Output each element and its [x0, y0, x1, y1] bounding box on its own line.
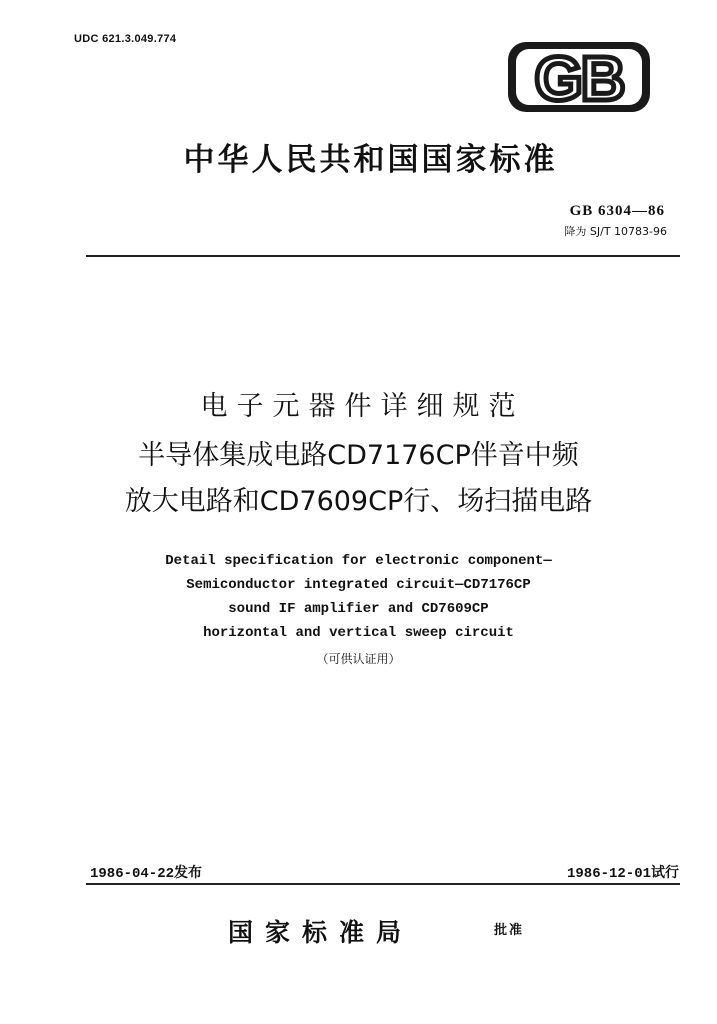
organization-title: 中华人民共和国国家标准 — [183, 142, 558, 178]
implementation-date: 1986-12-01试行 — [566, 866, 679, 882]
top-divider — [86, 255, 680, 257]
issue-date: 1986-04-22发布 — [90, 866, 203, 882]
standard-replaced-by: 降为 SJ/T 10783-96 — [564, 225, 667, 238]
title-en-line4: horizontal and vertical sweep circuit — [203, 625, 514, 641]
certification-note: （可供认证用） — [316, 652, 401, 666]
title-cn-line1: 电子元器件详细规范 — [200, 391, 525, 422]
bottom-divider — [86, 883, 680, 885]
udc-code: UDC 621.3.049.774 — [74, 33, 177, 45]
title-cn-line2: 半导体集成电路CD7176CP伴音中频 — [138, 440, 579, 471]
gb-logo-text: GB — [534, 45, 624, 114]
title-cn-line3: 放大电路和CD7609CP行、场扫描电路 — [124, 486, 593, 517]
title-en-line2: Semiconductor integrated circuit—CD7176CP — [186, 577, 531, 593]
standard-number: GB 6304—86 — [569, 203, 665, 219]
title-en-line1: Detail specification for electronic component— — [165, 553, 552, 569]
approval-label: 批准 — [494, 923, 525, 938]
gb-logo — [506, 38, 652, 116]
title-en-line3: sound IF amplifier and CD7609CP — [228, 601, 489, 617]
issuing-authority: 国家标准局 — [228, 918, 414, 947]
